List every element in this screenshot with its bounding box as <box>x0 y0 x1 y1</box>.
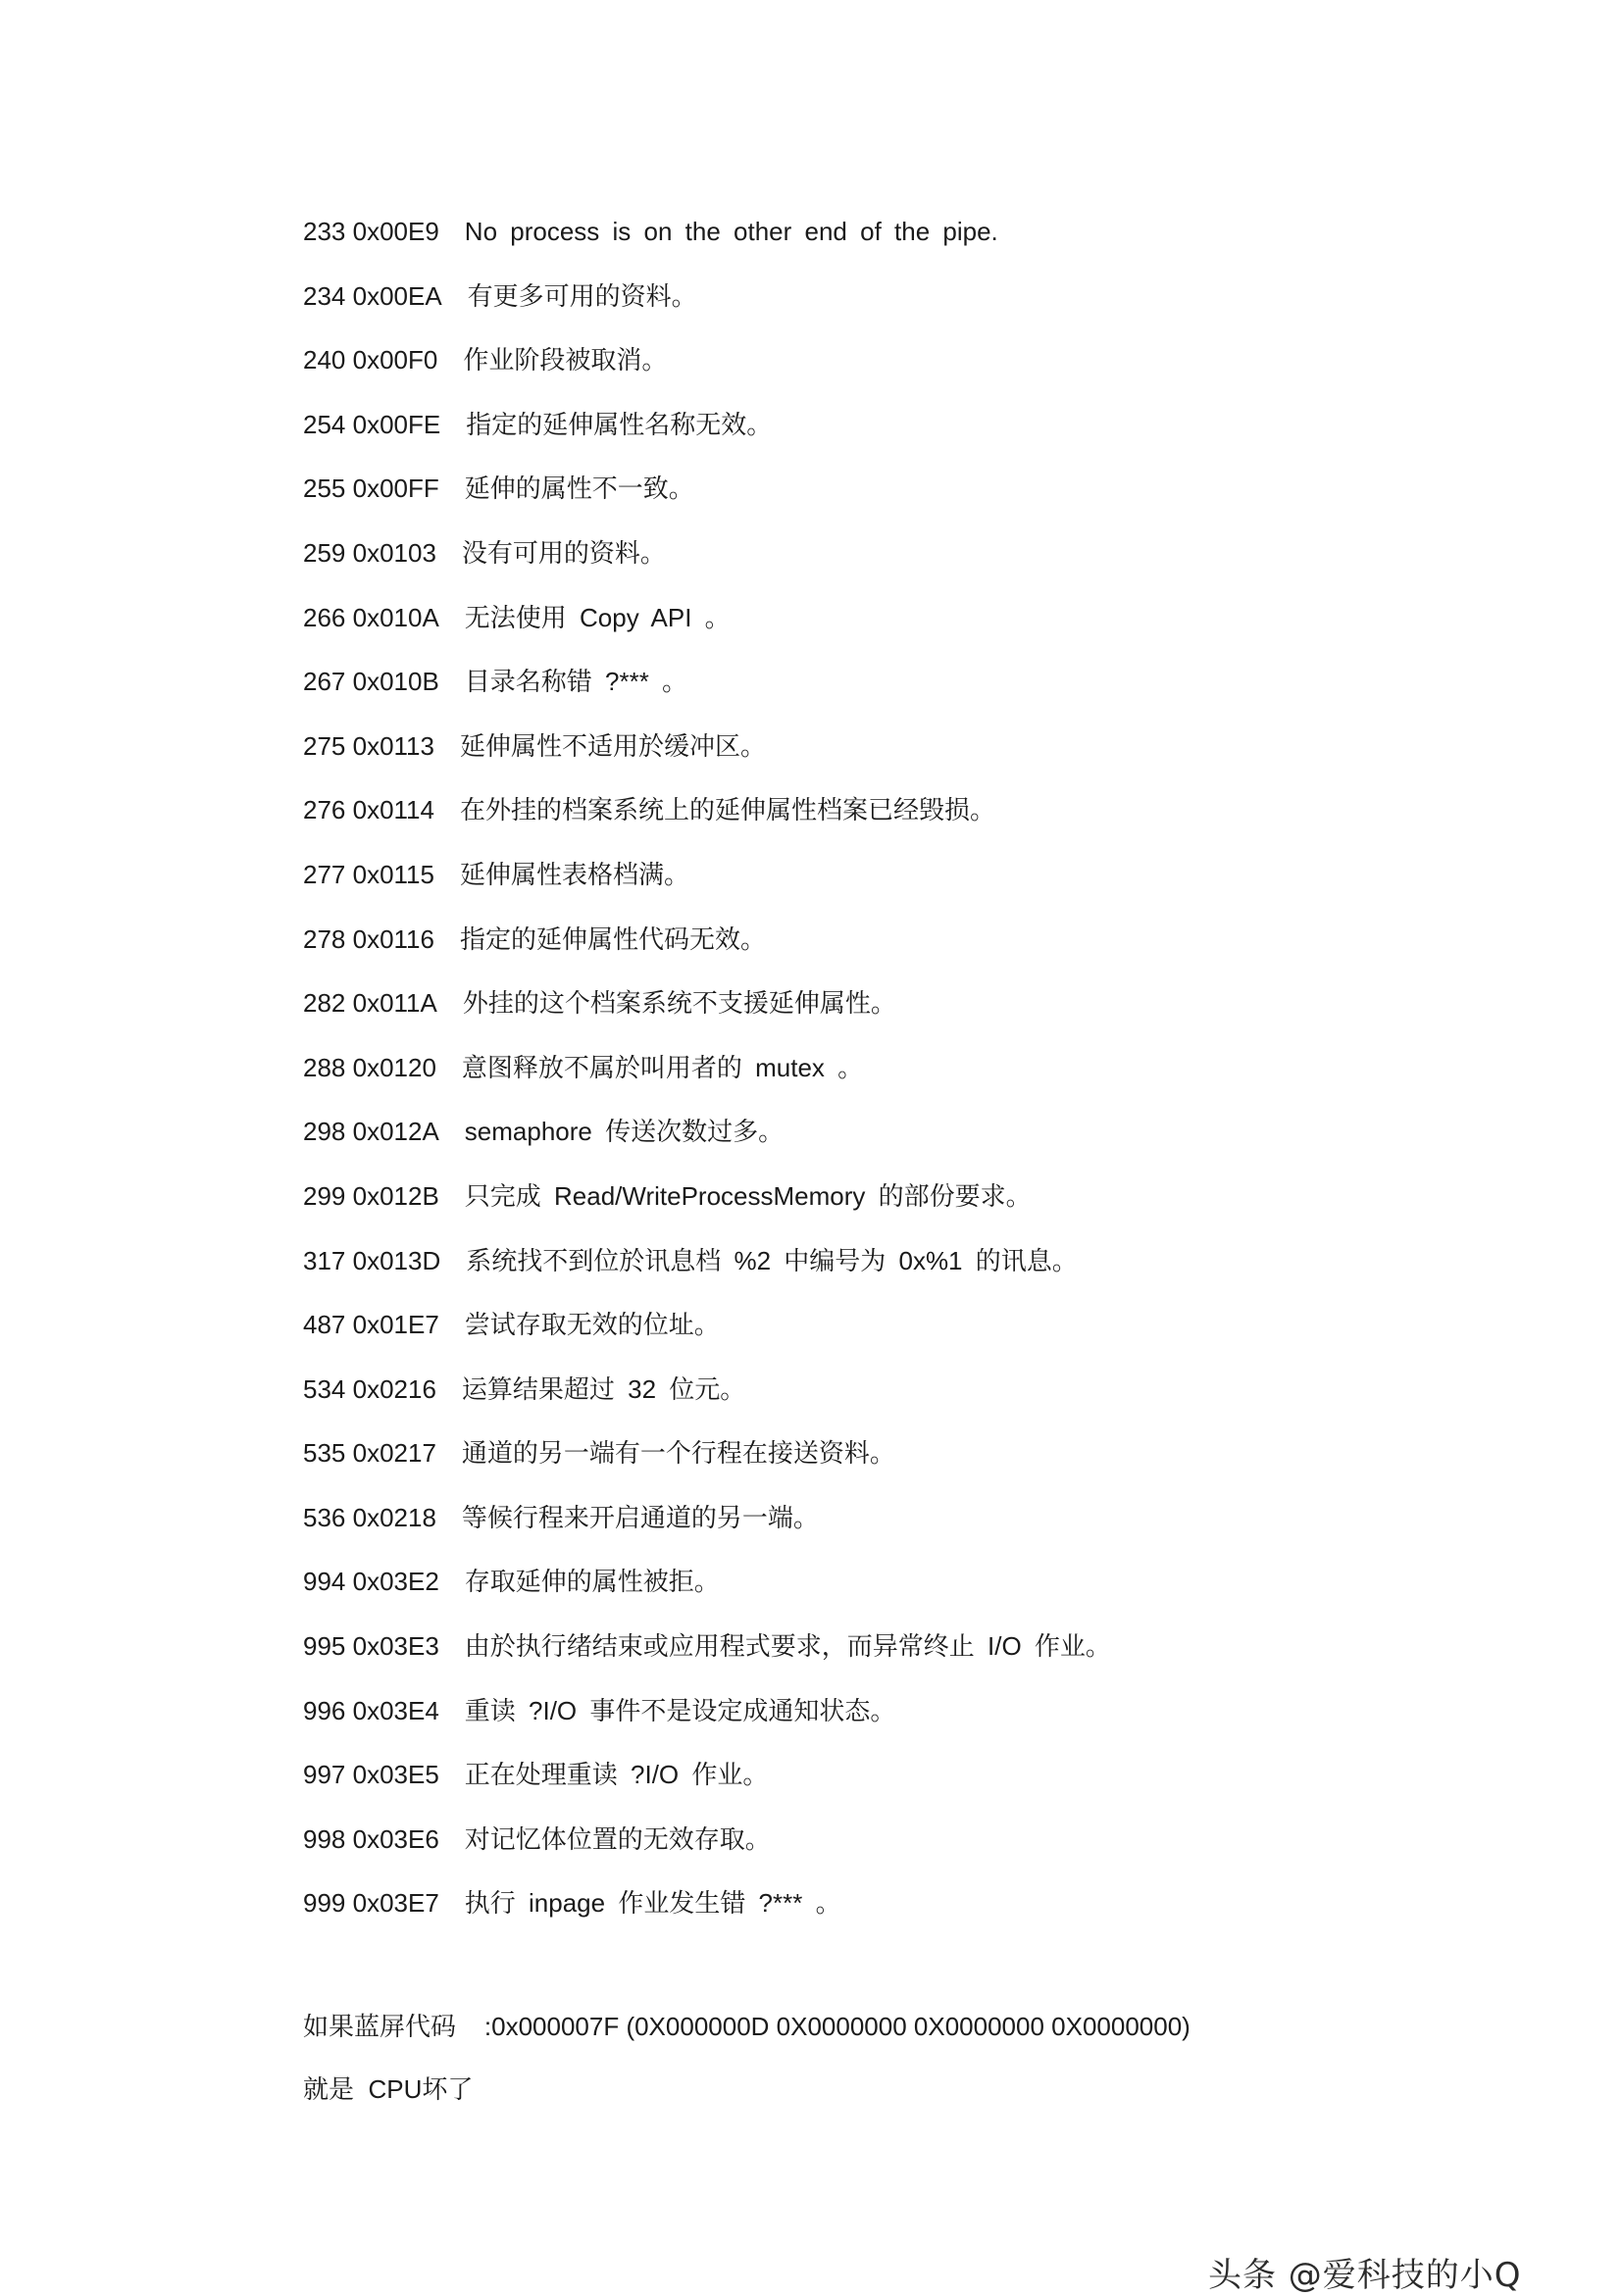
watermark-text: 头条 @爱科技的小Q <box>1208 2256 1522 2295</box>
error-code: 276 0x0114 <box>303 795 434 825</box>
error-code: 240 0x00F0 <box>303 345 438 375</box>
error-code: 487 0x01E7 <box>303 1310 439 1340</box>
error-message: 对记忆体位置的无效存取。 <box>464 1823 771 1854</box>
error-message: 系统找不到位於讯息档 %2 中编号为 0x%1 的讯息。 <box>466 1245 1078 1275</box>
list-item <box>303 1431 1529 1496</box>
error-code: 317 0x013D <box>303 1245 441 1275</box>
error-code: 275 0x0113 <box>303 730 434 761</box>
error-message: 指定的延伸属性名称无效。 <box>466 409 773 439</box>
error-message: 由於执行绪结束或应用程式要求，而异常终止 I/O 作业。 <box>464 1631 1111 1662</box>
list-item <box>303 660 1529 724</box>
error-message: 外挂的这个档案系统不支援延伸属性。 <box>462 988 896 1019</box>
list-item <box>303 918 1529 982</box>
error-message: 尝试存取无效的位址。 <box>464 1310 720 1340</box>
error-code: 535 0x0217 <box>303 1438 436 1469</box>
error-message: 只完成 Read/WriteProcessMemory 的部份要求。 <box>464 1180 1032 1211</box>
list-item <box>303 1624 1529 1689</box>
error-code-list <box>303 210 1529 1946</box>
error-message: 延伸属性表格档满。 <box>459 859 689 889</box>
list-item <box>303 981 1529 1046</box>
list-item <box>303 724 1529 789</box>
error-code: 994 0x03E2 <box>303 1567 439 1597</box>
error-code: 999 0x03E7 <box>303 1888 439 1919</box>
error-code: 288 0x0120 <box>303 1052 436 1082</box>
error-message: 通道的另一端有一个行程在接送资料。 <box>461 1438 895 1469</box>
error-message: 延伸的属性不一致。 <box>464 474 694 504</box>
list-item <box>303 1818 1529 1882</box>
error-message: 存取延伸的属性被拒。 <box>464 1567 720 1597</box>
error-message: 等候行程来开启通道的另一端。 <box>461 1502 819 1532</box>
error-code: 233 0x00E9 <box>303 217 439 246</box>
list-item <box>303 1046 1529 1111</box>
error-code: 998 0x03E6 <box>303 1823 439 1854</box>
error-code: 298 0x012A <box>303 1117 439 1147</box>
error-message: 指定的延伸属性代码无效。 <box>459 923 766 954</box>
list-item <box>303 1174 1529 1239</box>
error-message: 意图释放不属於叫用者的 mutex 。 <box>461 1052 864 1082</box>
bluescreen-notes <box>303 2005 1529 2130</box>
list-item <box>303 788 1529 853</box>
error-code: 299 0x012B <box>303 1180 439 1211</box>
list-item <box>303 338 1529 403</box>
error-code: 266 0x010A <box>303 602 439 632</box>
error-code: 259 0x0103 <box>303 537 436 568</box>
error-code: 254 0x00FE <box>303 409 441 439</box>
error-code: 277 0x0115 <box>303 859 434 889</box>
error-code: 536 0x0218 <box>303 1502 436 1532</box>
list-item <box>303 1239 1529 1304</box>
list-item <box>303 275 1529 339</box>
list-item <box>303 596 1529 661</box>
list-item <box>303 531 1529 596</box>
error-code: 278 0x0116 <box>303 923 434 954</box>
list-item <box>303 1560 1529 1624</box>
list-item <box>303 1689 1529 1754</box>
error-code: 534 0x0216 <box>303 1373 436 1404</box>
error-message: 正在处理重读 ?I/O 作业。 <box>464 1760 769 1790</box>
error-message: 执行 inpage 作业发生错 ?*** 。 <box>464 1888 841 1919</box>
list-item <box>303 403 1529 468</box>
list-item <box>303 853 1529 918</box>
error-message: 目录名称错 ?*** 。 <box>464 667 688 697</box>
error-code: 255 0x00FF <box>303 474 439 504</box>
error-message: 重读 ?I/O 事件不是设定成通知状态。 <box>464 1695 896 1725</box>
error-code: 282 0x011A <box>303 988 437 1019</box>
list-item <box>303 1881 1529 1946</box>
bluescreen-code-line: 如果蓝屏代码 :0x000007F (0X000000D 0X0000000 0X0000000 0X0000000) <box>303 2012 1190 2041</box>
error-message: 在外挂的档案系统上的延伸属性档案已经毁损。 <box>459 795 995 825</box>
error-message: 作业阶段被取消。 <box>463 345 668 375</box>
error-message: 没有可用的资料。 <box>461 537 666 568</box>
list-item <box>303 1368 1529 1432</box>
error-message: No process is on the other end of the pipe. <box>464 217 998 246</box>
error-message: 运算结果超过 32 位元。 <box>461 1373 746 1404</box>
list-item <box>303 1110 1529 1174</box>
list-item <box>303 1303 1529 1368</box>
error-message: 有更多可用的资料。 <box>467 280 697 311</box>
error-message: 延伸属性不适用於缓冲区。 <box>459 730 766 761</box>
error-message: semaphore 传送次数过多。 <box>464 1117 785 1147</box>
list-item <box>303 467 1529 531</box>
error-code: 996 0x03E4 <box>303 1695 439 1725</box>
list-item <box>303 1496 1529 1561</box>
error-code: 234 0x00EA <box>303 280 442 311</box>
error-code: 995 0x03E3 <box>303 1631 439 1662</box>
cpu-broken-line: 就是 CPU坏了 <box>303 2074 474 2104</box>
error-message: 无法使用 Copy API 。 <box>464 602 731 632</box>
error-code: 267 0x010B <box>303 667 439 697</box>
list-item <box>303 1753 1529 1818</box>
list-item <box>303 210 1529 275</box>
error-code: 997 0x03E5 <box>303 1760 439 1790</box>
